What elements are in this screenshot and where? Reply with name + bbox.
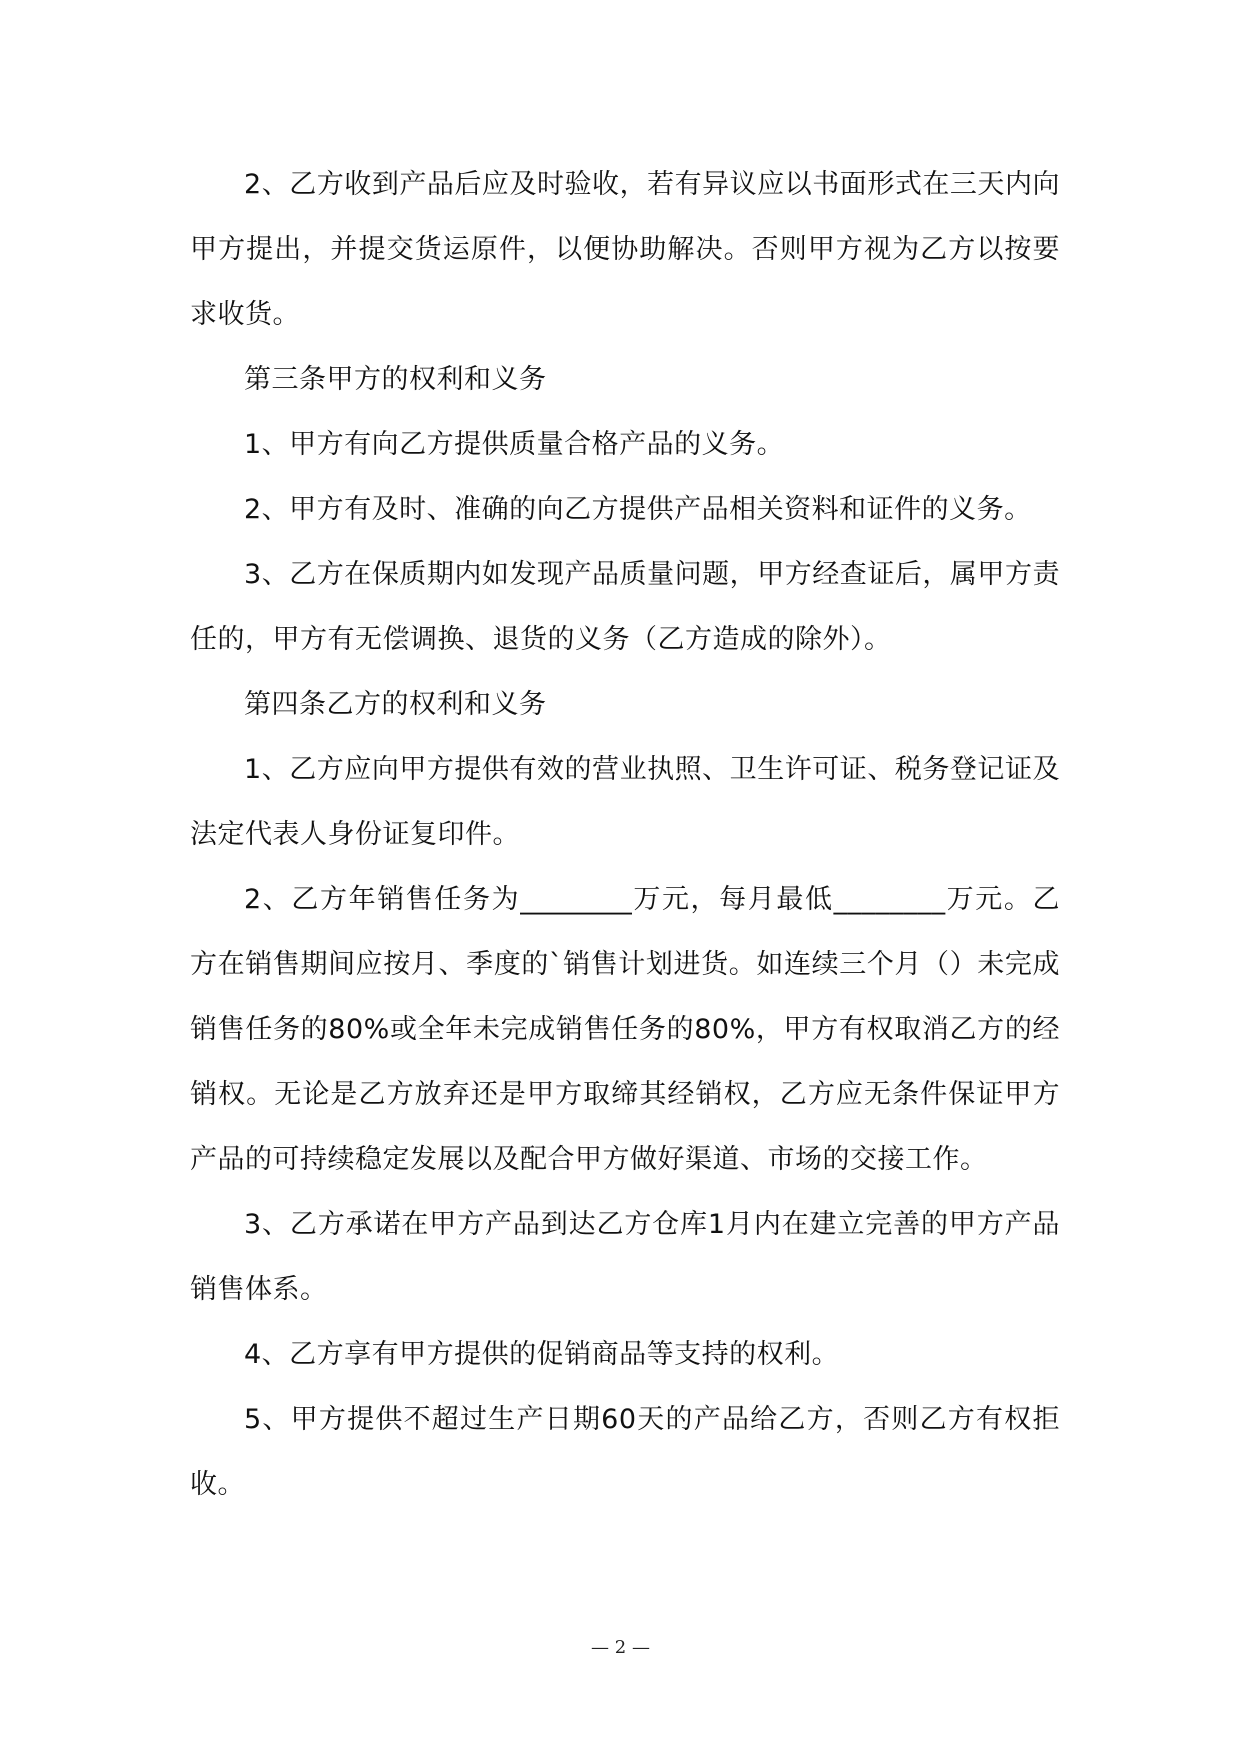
document-body [190, 152, 1060, 1517]
paragraph-article-4-item-3: 3、乙方承诺在甲方产品到达乙方仓库1月内在建立完善的甲方产品销售体系。 [190, 1209, 1060, 1305]
section-heading-article-4: 第四条乙方的权利和义务 [244, 689, 547, 720]
paragraph-article-4-item-5: 5、甲方提供不超过生产日期60天的产品给乙方，否则乙方有权拒收。 [190, 1404, 1060, 1500]
paragraph-article-3-item-1: 1、甲方有向乙方提供质量合格产品的义务。 [244, 429, 785, 460]
paragraph-article-3-item-2: 2、甲方有及时、准确的向乙方提供产品相关资料和证件的义务。 [244, 494, 1032, 525]
section-heading-article-3: 第三条甲方的权利和义务 [244, 364, 547, 395]
paragraph-receipt-inspection: 2、乙方收到产品后应及时验收，若有异议应以书面形式在三天内向甲方提出，并提交货运原件，以便协助解决。否则甲方视为乙方以按要求收货。 [190, 169, 1060, 330]
paragraph-article-4-item-2: 2、乙方年销售任务为________万元，每月最低________万元。乙方在销售期间应按月、季度的`销售计划进货。如连续三个月（）未完成销售任务的80%或全年未完成销售任务的80%，甲方有权取消乙方的经销权。无论是乙方放弃还是甲方取缔其经销权，乙方应无条件保证甲方产品的可持续稳定发展以及配合甲方做好渠道、市场的交接工作。 [190, 884, 1060, 1175]
paragraph-article-4-item-1: 1、乙方应向甲方提供有效的营业执照、卫生许可证、税务登记证及法定代表人身份证复印件。 [190, 754, 1060, 850]
paragraph-article-3-item-3: 3、乙方在保质期内如发现产品质量问题，甲方经查证后，属甲方责任的，甲方有无偿调换、退货的义务（乙方造成的除外）。 [190, 559, 1060, 655]
page-number: — 2 — [591, 1637, 650, 1658]
paragraph-article-4-item-4: 4、乙方享有甲方提供的促销商品等支持的权利。 [244, 1339, 840, 1370]
